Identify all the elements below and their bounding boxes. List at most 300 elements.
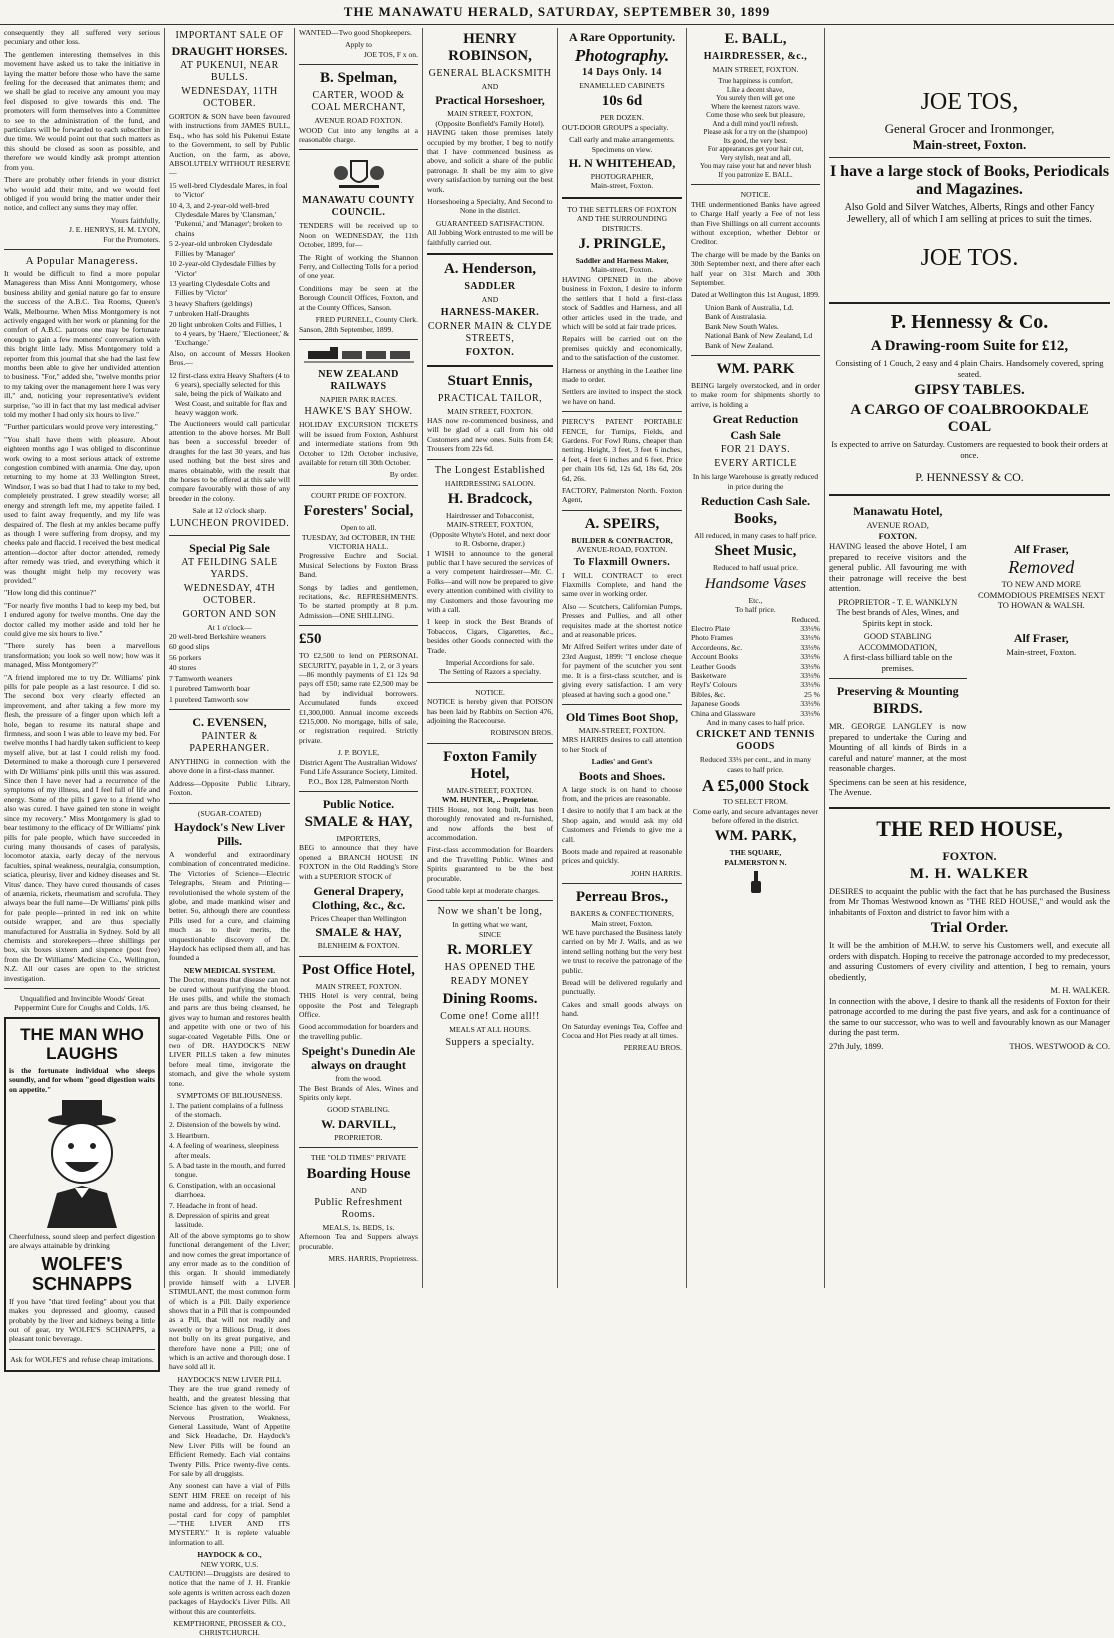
- hennessy-title-2: P. HENNESSY & CO.: [915, 470, 1024, 484]
- list-item: 5 2-year-old unbroken Clydesdale Fillies by 'Manager': [169, 239, 273, 258]
- table-cell: 33⅓%: [800, 661, 820, 671]
- races: NAPIER PARK RACES.: [319, 394, 398, 404]
- haydock-paragraph: Any soonest can have a vial of Pills SENT HIM FREE on receipt of his name and address, for a trial. Send a postal card for copy of pamphlet —"THE LIVER AND ITS MYSTERY." It is replete valuable information to all.: [169, 1481, 290, 1547]
- cargo: A CARGO OF COALBROOKDALE COAL: [850, 402, 1089, 435]
- perreau-paragraph: Bread will be delivered regularly and punctually.: [562, 978, 682, 997]
- ennis-sub: PRACTICAL TAILOR,: [437, 392, 543, 404]
- article-paragraph: "For nearly five months I had to keep my bed, but I endured agony for twelve months. One day the doctor called my mother aside and told her he could give me six hours to live.": [4, 600, 160, 638]
- also-line: Also, on account of Messrs Hooken Bros.—: [169, 348, 290, 368]
- letter-paragraph: There are probably other friends in your district who would add their mite, and we would feel obliged if you would bring the matter under their notice, and collect any sums they may offer.: [4, 175, 160, 213]
- speirs-paragraph: I WILL CONTRACT to erect Flaxmills Complete, and hand the same over in working order.: [562, 570, 682, 599]
- boots-paragraph: Boots made and repaired at reasonable prices and quickly.: [562, 846, 682, 866]
- list-item: National Bank of New Zealand, Ld: [705, 331, 813, 341]
- ennis-address: MAIN STREET, FOXTON.: [447, 406, 533, 416]
- hotel-paragraph: HAVING leased the above Hotel, I am prepared to receive visitors and the general public. All favouring me with their patronage will receive the best attention.: [829, 541, 967, 593]
- signers-role: For the Promoters.: [103, 234, 160, 244]
- council-title: MANAWATU COUNTY COUNCIL.: [302, 195, 415, 219]
- brands: The Best Brands of Ales, Wines and Spirits only kept.: [299, 1083, 418, 1102]
- ball-verse: [691, 77, 820, 179]
- meals-all-hours: MEALS AT ALL HOURS.: [449, 1025, 531, 1035]
- perreau-paragraph: WE have purchased the Business lately carried on by Mr J. Walls, and as we intend selling nothing but the very best we trust to receive the patronage of the public.: [562, 928, 682, 975]
- speirs-paragraph: Mr Alfred Seifert writes under date of 23rd August, 1899: "I enclose cheque for payment of the scutcher you sent me. It is a first-class scutcher, and is giving every satisfaction. I am very pleased at having such a good one.": [562, 642, 682, 699]
- saddler: SADDLER: [464, 281, 516, 293]
- verse-line: Please ask for a try on the (shampoo): [703, 128, 808, 137]
- letter-paragraph: The gentlemen interesting themselves in this movement have asked us to take the initiative in laying the matter before those who have the same feeling for the deceased that animates them; and we shall be glad to receive any amount you may feel disposed to give towards this end. The promoters will form themselves into a Committee to see to the administration of the fund, and particulars will be forwarded to each subscriber in due time. We would point out that such matters as this should be closed as soon as possible, and therefore we would kindly ask prompt attention from you.: [4, 49, 160, 172]
- table-cell: 33⅓%: [800, 642, 820, 652]
- tos-title: JOE TOS,: [920, 89, 1019, 115]
- hunter-paragraph: First-class accommodation for Boarders and the Travelling Public. Wines and Spirits guaranteed to be the best procurable.: [427, 845, 553, 883]
- notice-paragraph: The charge will be made by the Banks on 30th September next, and there after each half year on 31st March and 30th September.: [691, 249, 820, 288]
- manawatu-title: Manawatu Hotel,: [853, 504, 943, 518]
- pringle-paragraph: Settlers are invited to inspect the stock we have on hand.: [562, 387, 682, 406]
- evensen-address: Address—Opposite Public Library, Foxton.: [169, 778, 290, 798]
- and: AND: [350, 1185, 367, 1195]
- morley-title: R. MORLEY: [447, 942, 533, 959]
- bradcock-address: MAIN-STREET, FOXTON,: [446, 520, 534, 530]
- loan-signature: J. P. BOYLE,: [337, 748, 380, 758]
- table-row: [691, 633, 820, 642]
- sheet-music: Sheet Music,: [714, 543, 797, 560]
- oldtimes-address: MAIN-STREET, FOXTON.: [578, 725, 666, 735]
- column-6: [687, 28, 824, 1288]
- suppers: Suppers a specialty.: [445, 1036, 535, 1048]
- article-title: A Popular Manageress.: [25, 254, 139, 267]
- laughs-title: THE MAN WHO LAUGHS: [20, 1024, 144, 1063]
- reduced-head: Reduced.: [791, 614, 820, 624]
- table-cell: 33⅓%: [800, 699, 820, 709]
- foresters-paragraph: Songs by ladies and gentlemen, recitations, &c. REFRESHMENTS. To be started promptly at 8 p.m. Admission—ONE SHILLING.: [299, 582, 418, 620]
- table-cell: 33⅓%: [800, 671, 820, 680]
- sale-title: DRAUGHT HORSES.: [171, 44, 288, 58]
- table-cell: China and Glassware: [691, 708, 756, 718]
- list-item: 13 yearling Clydesdale Colts and Fillies by 'Victor': [169, 278, 270, 298]
- tos-sub: General Grocer and Ironmonger,: [884, 121, 1055, 136]
- pig-sale-title: Special Pig Sale: [189, 540, 270, 555]
- list-item: 8. Depression of spirits and great lassitude.: [169, 1210, 270, 1230]
- laughs-sub: is the fortunate individual who sleeps soundly, and for whom "good digestion waits on appetite.": [9, 1065, 155, 1094]
- boots-paragraph: A large stock is on hand to choose from, and the prices are reasonable.: [562, 784, 682, 803]
- column-2: [165, 28, 294, 1638]
- long2: In getting what we want,: [452, 920, 528, 930]
- walker-paragraph: It will be the ambition of M.H.W. to serve his Customers well, and execute all orders with dispatch. Hoping to receive the patronage accorded to my predecessor, and assuring Customers of every civility and attention, I beg to remain, yours obediently,: [829, 940, 1110, 982]
- article-paragraph: "A friend implored me to try Dr. Williams' pink pills for pale people as a last resource. I did so. The second box very clearly effected an improvement, and after taking a few more my flesh, the pressure of a finger upon which left a hole, began to resume its natural shape and firmness, and soon I was able to leave my bed. For twelve months I had hardly taken sufficient to keep myself alive, but at last I could relish my food. Determined to make a thorough cure I persevered with Dr Williams' pink pills until this was assured. Since then I have never had a recurrence of the symptoms of my illness, and I feel full of life and energy. Some of the pills I gave to a friend who also was cured. I have gained ten stone in weight since my recovery." Miss Montgomery is glad to bear testimony to the efficacy of Dr Williams' pink pills for pale people, which have succeeded in curing many thousands of cases of paralysis, locomotor ataxia, early decay of the nervous faculties, spinal weakness, neuralgia, consumption, sciatica, pleurisy, liver and kidney diseases and St. Vitus' dance. They have cured thousands of cases of anæmia, rickets, rheumatism and scrofula. They always bear the full name—Dr Williams' pink pills for pale people—printed in red ink on white outside wrapper, and are thus specially manufactured for Australia in Sydney. Sold by all chemists and storekeepers—three shillings per box, six boxes sixteen and sixpence (post free) from the Dr Williams' Medicine Co., Wellington, N.Z. All our cases are open to the strictest investigation.: [4, 672, 160, 983]
- harris-paragraph: MRS HARRIS desires to call attention to her Stock of: [562, 735, 682, 754]
- boots-paragraph: I desire to notify that I am back at the Shop again, and would ask my old Customers and Friends to give me a call.: [562, 806, 682, 844]
- morley-sub: HAS OPENED THE: [444, 962, 536, 974]
- article-paragraph: It would be difficult to find a more popular Manageress than Miss Anni Montgomery, whose business ability and genial nature go far to ensure the success of the A.B.C. Tea Rooms, Queen's Walk, Melbourne. When Miss Montgomery is not actively engaged with her work or planning for the comfort of A.B.C. patrons one may be fortunate enough to gain a few moments' conversation with this bright little lady. Miss Montgomery told a reporter from this journal that she had the last few months been able to give her undivided attention to business. "For," added she, "twelve months prior to my taking over the management here I was very ill," and, noticing your representative's evident surprise, "so ill in fact that my last medical adviser told my mother I had only six hours to live.": [4, 268, 160, 420]
- list-item: 10 4, 3, and 2-year-old well-bred Clydesdale Mares by 'Clansman,' 'Pukenui,' and 'Manager'; broken to chains: [169, 200, 282, 238]
- table-cell: Reyl's' Colours: [691, 680, 737, 690]
- caution: CAUTION!—Druggists are desired to notice that the name of J. H. Frankie sole agents is written across each dozen packages of Haydock's Liver Pills. All without this are counterfeits.: [169, 1569, 290, 1616]
- ennis-paragraph: HAS now re-commenced business, and will be glad of a call from his old Customers and new ones. Suits from £4; Trousers from 22s 6d.: [427, 415, 553, 454]
- palmerston: PALMERSTON N.: [724, 857, 787, 867]
- two-col-ads: [829, 502, 1110, 801]
- notice-paragraph: NOTICE is hereby given that POISON has been laid by Rabbits on Section 476, adjoining the Racecourse.: [427, 697, 553, 726]
- sale-head: IMPORTANT SALE OF: [175, 30, 284, 41]
- foresters-title: Foresters' Social,: [303, 503, 414, 520]
- pringle-title: J. PRINGLE,: [578, 236, 666, 253]
- column-7: [825, 28, 1114, 1288]
- blenheim: BLENHEIM & FOXTON.: [317, 941, 400, 951]
- table-cell: 33⅓%: [800, 623, 820, 633]
- council-paragraph: The Right of working the Shannon Ferry, and Collecting Tolls for a period of one year.: [299, 252, 418, 281]
- tos-address: Main-street, Foxton.: [912, 137, 1027, 152]
- birds: BIRDS.: [872, 701, 923, 717]
- council-date: Sanson, 28th September, 1899.: [299, 324, 394, 334]
- red-house-address: FOXTON.: [942, 848, 997, 863]
- bradcock-opposite: (Opposite Whyte's Hotel, and next door to R. Osborne, draper.): [429, 529, 551, 549]
- proprietor: PROPRIETOR - T. E. WANKLYN: [838, 596, 958, 607]
- call-early: Call early and make arrangements.: [569, 135, 675, 145]
- manawatu-hotel-ad: [829, 502, 967, 801]
- verse-line: If you patronize E. BALL.: [718, 170, 793, 179]
- verse-line: For appearances get your hair cut,: [707, 145, 804, 154]
- robinson-sub: GENERAL BLACKSMITH: [428, 68, 552, 79]
- perreau-address: Main street, Foxton.: [591, 918, 653, 928]
- table-cell: 33⅓%: [800, 708, 820, 718]
- table-cell: Japanese Goods: [691, 699, 740, 709]
- by-order: By order.: [389, 470, 418, 480]
- gipsy: GIPSY TABLES.: [914, 382, 1025, 398]
- photography: Photography.: [574, 46, 670, 65]
- cricket-paragraph: Reduced 33⅓ per cent., and in many cases to half price.: [699, 755, 812, 774]
- john-harris: JOHN HARRIS.: [630, 868, 682, 878]
- article-paragraph: "There surely has been a marvellous transformation; you look so well now; how was it managed, Miss Montgomery?": [4, 641, 160, 670]
- loan-paragraph: TO £2,500 to lend on PERSONAL SECURITY, payable in 1, 2, or 3 years—86 monthly payments of £1 12s 9d pays off £50; same rate £2,500 may be had by individual borrowers. Accumulated funds exceed £1,300,000. Annual income exceeds £215,000. No mortgage, bills of sale, or registration required. Strictly private.: [299, 651, 418, 745]
- article-paragraph: "Further particulars would prove very interesting.": [4, 422, 158, 432]
- spelman-paragraph: WOOD Cut into any lengths at a reasonable charge.: [299, 125, 418, 145]
- boots-and-shoes: Boots and Shoes.: [578, 768, 666, 783]
- hairdressing: HAIRDRESSING SALOON.: [444, 478, 536, 488]
- brands: The best brands of Ales, Wines, and Spirits kept in stock.: [836, 607, 959, 628]
- old-times-boot-shop: Old Times Boot Shop,: [565, 709, 679, 724]
- every-article: EVERY ARTICLE: [714, 458, 797, 470]
- pointing-hand-icon: [691, 871, 820, 895]
- walker-signature: M. H. WALKER.: [1050, 985, 1110, 995]
- court-title: COURT PRIDE OF FOXTON.: [310, 490, 407, 500]
- list-item: 20 well-bred Berkshire weaners: [169, 632, 266, 642]
- robinson-and: AND: [481, 82, 499, 91]
- pringle-paragraph: Harness or anything in the Leather line made to order.: [562, 365, 682, 384]
- table-cell: Accordeons, &c.: [691, 642, 743, 652]
- handsome-vases: Handsome Vases: [704, 575, 807, 592]
- meals-beds: MEALS, 1s. BEDS, 1s.: [322, 1223, 395, 1233]
- bradcock-sub: Hairdresser and Tobacconist,: [445, 510, 535, 520]
- list-item: 20 light unbroken Colts and Fillies, 1 to 4 years, by 'Haere,' 'Electioneer,' & 'Exchange.': [169, 319, 290, 348]
- accordions: Imperial Accordions for sale.: [445, 658, 535, 668]
- birds-paragraph: Specimens can be seen at his residence, The Avenue.: [829, 776, 967, 797]
- harness: HARNESS-MAKER.: [440, 306, 540, 318]
- whitehead-address: Main-street, Foxton.: [590, 181, 654, 191]
- list-item: Bank of New Zealand.: [705, 340, 774, 350]
- list-item: Union Bank of Australia, Ld.: [705, 302, 794, 312]
- pig-place: AT FEILDING SALE YARDS.: [181, 556, 278, 580]
- removed-paragraph: TO NEW AND MORE COMMODIOUS PREMISES NEXT TO HOWAN & WALSH.: [977, 579, 1105, 610]
- henderson-address: CORNER MAIN & CLYDE STREETS,: [427, 320, 553, 344]
- laughing-man-illustration: [9, 1098, 155, 1228]
- drapery: General Drapery, Clothing, &c., &c.: [311, 883, 406, 912]
- whitehead: H. N WHITEHEAD,: [568, 156, 676, 171]
- masthead: THE MANAWATU HERALD, SATURDAY, SEPTEMBER 30, 1899: [0, 0, 1114, 25]
- woods-notice: Unqualified and Invincible Woods' Great Peppermint Cure for Coughs and Colds, 1/6.: [14, 994, 150, 1013]
- haydock-new: NEW MEDICAL SYSTEM.: [183, 965, 276, 975]
- list-item: 56 porkers: [169, 652, 202, 662]
- table-cell: Basketware: [691, 671, 727, 680]
- perreau-sub: BAKERS & CONFECTIONERS,: [570, 909, 674, 919]
- verse-line: Its good, the very best.: [723, 136, 788, 145]
- harris: MRS. HARRIS, Proprietress.: [328, 1254, 418, 1264]
- list-item: Bank New South Wales.: [705, 321, 779, 331]
- bradcock-title: H. Bradcock,: [447, 490, 533, 507]
- verse-line: You surely then will get one: [716, 94, 795, 103]
- apply: Apply to: [345, 40, 372, 50]
- billiard: A first-class billiard table on the premises.: [843, 652, 953, 673]
- cabinets: ENAMELLED CABINETS: [579, 81, 665, 90]
- verse-line: Very stylish, neat and all,: [720, 153, 791, 162]
- smale-title-2: SMALE & HAY,: [315, 925, 402, 940]
- evensen-paragraph: ANYTHING in connection with the above done in a first-class manner.: [169, 756, 290, 776]
- westwood-paragraph: In connection with the above, I desire to thank all the residents of Foxton for their patronage accorded to me during the past five years, and ask for a continuance of the same to our successor, who was to well and favourably known as our Manager during the past term.: [829, 995, 1110, 1037]
- horseshoer: Practical Horseshoer,: [435, 93, 545, 108]
- spelman-address: AVENUE ROAD FOXTON.: [314, 116, 403, 126]
- laughs-body: Cheerfulness, sound sleep and perfect digestion are always attainable by drinking: [9, 1232, 155, 1251]
- suite-paragraph: Consisting of 1 Couch, 2 easy and 4 plain Chairs. Handsomely covered, spring seated.: [835, 358, 1104, 379]
- table-cell: Photo Frames: [691, 633, 733, 643]
- laughs-tail: If you have "that tired feeling" about you that makes you depressed and gloomy, caused probably by the liver and kidneys being a little out of gear, try WOLFE'S SCHNAPPS, a pleasant tonic beverage.: [9, 1296, 155, 1344]
- long: Now we shan't be long,: [437, 906, 543, 918]
- days-only: 14 Days Only. 14: [582, 67, 662, 78]
- verse-line: Come those who seek but pleasure,: [706, 111, 805, 120]
- list-item: 10 2-year-old Clydesdale Fillies by 'Victor': [169, 259, 276, 278]
- westwood-footer: [829, 1041, 1110, 1052]
- pig-firm: GORTON AND SON: [182, 608, 277, 620]
- table-row: [691, 671, 820, 680]
- spelman-sub: CARTER, WOOD & COAL MERCHANT,: [311, 90, 406, 114]
- bradcock-paragraph: I keep in stock the Best Brands of Tobaccos, Cigars, Cigarettes, &c., besides other Goods connected with the Trade.: [427, 617, 553, 655]
- railways-title: NEW ZEALAND RAILWAYS: [318, 368, 399, 392]
- park-paragraph: BEING largely overstocked, and in order to make room for shipments shortly to arrive, is holding a: [691, 380, 820, 409]
- post-paragraph: THIS Hotel is very central, being opposite the Post and Telegraph Office.: [299, 991, 418, 1019]
- trial-order: Trial Order.: [930, 920, 1009, 936]
- robinson-paragraph: HAVING taken those premises lately occupied by my brother, I beg to notify that I have commenced business as above, and solicit a share of the public patronage. It shall be my aim to give every satisfaction by turning out the best work.: [427, 128, 553, 194]
- loan-amount: £50: [299, 631, 322, 648]
- hennessy-title: P. Hennessy & Co.: [890, 311, 1049, 333]
- park-title-2: WM. PARK,: [714, 828, 797, 845]
- factory: FACTORY, Palmerston North. Foxton Agent,: [562, 486, 682, 505]
- longest: The Longest Established: [434, 464, 546, 476]
- hunter-paragraph: Good table kept at moderate charges.: [427, 885, 540, 895]
- speirs-paragraph: Also — Scutchers, Californian Pumps, Presses and Pullies, and all other requisites made at the shortest notice and at reasonable prices.: [562, 601, 682, 640]
- ennis-title: Stuart Ennis,: [447, 372, 533, 389]
- haydock-paragraph: All of the above symptoms go to show functional derangement of the Liver; and now comes the great importance of any error made as to the condition of this organ. It should immediately provide himself with a LIVER STIMULANT, the most common form of which is a Pill. Daily experience shows that in a Pill that is compounded as a Pill, that will not readily and sweetly or by a Bilious Drug, it does not bully on its great purgative, and therefore have none a Pill; one of which is an active and thorough dose. I have sold all it.: [169, 1230, 290, 1372]
- horse-list: [169, 181, 290, 348]
- table-cell: Electro Plate: [691, 623, 731, 633]
- morley-sub2: READY MONEY: [450, 976, 530, 988]
- list-item: Bank of Australasia.: [705, 312, 767, 322]
- books-paragraph: All reduced, in many cases to half price.: [694, 530, 817, 540]
- cricket: CRICKET AND TENNIS GOODS: [696, 729, 815, 753]
- speight-wood: from the wood.: [335, 1074, 382, 1084]
- sale-date: WEDNESDAY, 11TH OCTOBER.: [181, 86, 278, 109]
- pig-time: At 1 o'clock—: [207, 622, 252, 632]
- every-paragraph: In his large Warehouse is greatly reduced in price during the: [692, 472, 819, 491]
- list-item: 15 well-bred Clydesdale Mares, in foal to 'Victor': [169, 180, 288, 200]
- list-item: 1. The patient complains of a fullness of the stomach.: [169, 1100, 283, 1119]
- haydock-new2: HAYDOCK'S NEW LIVER PILL: [177, 1374, 282, 1384]
- old-times: THE "OLD TIMES" PRIVATE: [310, 1153, 407, 1163]
- stabling: GOOD STABLING ACCOMMODATION,: [858, 631, 938, 652]
- prices: Prices Cheaper than Wellington: [310, 913, 407, 923]
- smale-paragraph: BEG to announce that they have opened a BRANCH HOUSE IN FOXTON in the Old Rødding's Store with a SUPERIOR STOCK of: [299, 843, 418, 881]
- council-paragraph: Conditions may be seen at the Borough Council Offices, Foxton, and at the County Offices, Sanson.: [299, 283, 418, 312]
- post-office-hotel: Post Office Hotel,: [302, 961, 415, 978]
- table-row: [691, 643, 820, 652]
- wolfe-ad: [4, 1017, 160, 1372]
- proprietor: PROPRIETOR.: [334, 1132, 383, 1142]
- family-hotel: Foxton Family Hotel,: [443, 748, 537, 782]
- speirs-address: AVENUE-ROAD, FOXTON.: [576, 545, 668, 555]
- notice-title: NOTICE.: [475, 687, 505, 697]
- westwood-date: 27th July, 1899.: [829, 1040, 884, 1051]
- avenue: AVENUE ROAD,: [866, 520, 929, 530]
- list-item: 7. Headache in front of head.: [169, 1200, 258, 1210]
- walker-title: M. H. WALKER: [909, 865, 1030, 882]
- ladies-gents: Ladies' and Gent's: [591, 757, 653, 767]
- razors: The Setting of Razors a specialty.: [439, 667, 541, 677]
- half-price: To half price.: [735, 605, 776, 615]
- for-21-days: FOR 21 DAYS.: [720, 444, 791, 456]
- come-early: Come early, and secure advantages never before offered in the district.: [692, 806, 819, 826]
- ball-address: MAIN STREET, FOXTON.: [712, 65, 799, 74]
- come-one: Come one! Come all!!: [440, 1011, 540, 1023]
- table-cell: Bibles, &c.: [691, 689, 726, 699]
- haydock-paragraph: A wonderful and extraordinary combination of concentrated medicine. The Victories of Science—Electric Telegraphs, Steam and Printing—revolutionised the whole system of the globe, and made mankind wiser and better. So, although there are countless Pills used for a cure, and claiming much as to their merits, the unquestionable discovery of Dr. Haydock has eclipsed them all, and has founded a: [169, 849, 290, 963]
- list-item: 1 purebred Tamworth sow: [169, 694, 249, 704]
- per-dozen: PER DOZEN.: [600, 113, 644, 123]
- pringle-sub: Saddler and Harness Maker,: [575, 256, 669, 266]
- signoff: Yours faithfully,: [110, 215, 160, 225]
- sale-time: Sale at 12 o'clock sharp.: [192, 506, 267, 516]
- birds-paragraph: MR. GEORGE LANGLEY is now prepared to undertake the Curing and Mounting of all kinds of Birds in a careful and nature' manner, at the most reasonable charges.: [829, 721, 967, 773]
- dining-rooms: Dining Rooms.: [442, 991, 538, 1008]
- table-tail: And in many cases to half price.: [706, 718, 805, 728]
- table-cell: Account Books: [691, 652, 739, 662]
- verse-line: And a dull mind you'll refresh.: [712, 119, 799, 128]
- horseshoeing: Horseshoeing a Specialty, And Second to None in the district.: [427, 197, 553, 216]
- train-icon: [299, 345, 418, 365]
- foxton: FOXTON.: [465, 346, 515, 358]
- sale-place: AT PUKENUI, NEAR BULLS.: [180, 60, 279, 83]
- evensen-sub: PAINTER & PAPERHANGER.: [189, 730, 270, 754]
- table-cell: Leather Goods: [691, 661, 736, 671]
- list-item: 6. Constipation, with an occasional diarrhoea.: [169, 1180, 276, 1200]
- verse-line: True happiness is comfort,: [718, 77, 793, 86]
- hunter: WM. HUNTER, .. Proprietor.: [441, 795, 539, 805]
- railways-paragraph: HOLIDAY EXCURSION TICKETS will be issued from Foxton, Ashhurst and intermediate stations from 9th October to 12th October inclusive, available for return till 30th October.: [299, 420, 418, 467]
- verse-line: Where the keenest razors wave.: [711, 102, 800, 111]
- perreau-paragraph: On Saturday evenings Tea, Coffee and Cocoa and Hot Pies ready at all times.: [562, 1021, 682, 1041]
- stabling: GOOD STABLING.: [327, 1105, 390, 1115]
- apply-name: JOE TOS, F x on.: [363, 49, 418, 59]
- tos-watches: Also Gold and Silver Watches, Alberts, Rings and other Fancy Jewellery, all of which I am selling at prices to suit the times.: [844, 202, 1095, 225]
- tos-books: I have a large stock of Books, Periodicals and Magazines.: [829, 163, 1110, 198]
- pig-date: WEDNESDAY, 4TH OCTOBER.: [183, 582, 276, 606]
- books: Books,: [734, 510, 777, 527]
- outdoor-groups: OUT-DOOR GROUPS a specialty.: [562, 122, 669, 132]
- haydock-title: Haydock's New Liver Pills.: [174, 819, 285, 848]
- photographer: PHOTOGRAPHER,: [590, 172, 654, 182]
- boarding-house: Boarding House: [306, 1165, 411, 1182]
- show: HAWKE'S BAY SHOW.: [304, 406, 413, 418]
- table-row: [691, 699, 820, 708]
- robinson-opposite: (Opposite Bonfield's Family Hotel).: [435, 118, 545, 128]
- speirs-title: A. SPEIRS,: [584, 515, 660, 532]
- ask-for-wolfe: Ask for WOLFE'S and refuse cheap imitations.: [10, 1354, 154, 1364]
- reduction-table: [691, 624, 820, 718]
- speirs-sub: BUILDER & CONTRACTOR,: [571, 535, 673, 545]
- darvill: W. DARVILL,: [321, 1116, 396, 1131]
- wanted: WANTED—Two good Shopkeepers.: [299, 28, 412, 37]
- verse-line: Like a decent shave,: [726, 85, 785, 94]
- list-item: 3. Heartburn.: [169, 1130, 210, 1140]
- pringle-address: Main-street, Foxton.: [590, 265, 654, 275]
- perreau-title: Perreau Bros.,: [575, 889, 669, 906]
- column-5: [558, 28, 686, 1288]
- column-4: [423, 28, 557, 1288]
- council-signature: FRED PURNELL, County Clerk.: [315, 315, 418, 325]
- article-paragraph: "You shall have them with pleasure. About eighteen months ago I was obliged to discontinue work owing to a most serious attack of extreme congestion combined with anæmia. One day, upon returning to my home at 33 Wellington Street, Windsor, I was so bad that I had to take to my bed, completely prostrated. I grew steadily worse; all energy and strength left me, my appetite failed. I used to faint away frequently, and my life was despaired of. The flesh at my ankles became puffy as though I were suffering from dropsy, and my cheeks pale and flaccid. I received the best medical attention—doctor after doctor attended, remedy after remedy was tried, and everything which it was thought might help my recovery was provided.": [4, 434, 160, 585]
- table-row: [691, 709, 820, 718]
- piercy-paragraph: PIERCY'S PATENT PORTABLE FENCE, for Turnips, Fields, and Gardens. For Fowl Runs, cheaper than netting. Height, 3 feet, 3 feet 6 inches, 4 feet, 4 feet 6 inches and 6 feet. Price per chain 10s 6d, 12s 6d, 18s 6d, 20s 6d, 26s.: [562, 417, 682, 483]
- flaxmill: To Flaxmill Owners.: [573, 556, 671, 568]
- sale-paragraph: GORTON & SON have been favoured with instructions from JAMES BULL, Esq., who has sold his Pukenui Estate to the Government, to sell by Public Auction, on the farm, as above, ABSOLUTELY WITHOUT RESERVE—: [169, 112, 290, 178]
- notice-date: Dated at Wellington this 1st August, 1899.: [691, 290, 820, 300]
- coat-of-arms-icon: [299, 155, 418, 191]
- pringle-paragraph: HAVING OPENED in the above business in Foxton, I desire to inform the settlers that I hold a first-class stock of Saddles and Harness, and all other articles used in the trade, and which will be sold at fair trade prices.: [562, 274, 682, 331]
- haydock-pre: (SUGAR-COATED): [197, 808, 262, 818]
- column-1: [0, 28, 164, 1364]
- christchurch: CHRISTCHURCH.: [199, 1628, 260, 1638]
- notice-title: NOTICE.: [740, 190, 771, 200]
- list-item: 40 stores: [169, 663, 197, 673]
- symptoms-title: SYMPTOMS OF BILIOUSNESS.: [176, 1091, 283, 1101]
- table-cell: 33⅓%: [800, 652, 820, 662]
- refreshment-rooms: Public Refreshment Rooms.: [314, 1197, 403, 1221]
- pringle-paragraph: Repairs will be carried out on the premises quickly and economically, and to the satisfaction of the customer.: [562, 334, 682, 363]
- bradcock-paragraph: I WISH to announce to the general public that I have secured the services of a very competent hairdresser—Mr. C. Folks—and will now be prepared to give every attention combined with civility to my Customers and those favouring me with a call.: [427, 548, 553, 614]
- haydock-co: HAYDOCK & CO.,: [197, 1550, 262, 1560]
- park-title: WM. PARK: [716, 360, 795, 377]
- list-item: 12 first-class extra Heavy Shafters (4 to 6 years), specially selected for this sale, being the pick of Waikato and West Coast, and suitable for flax and heavy waggon work.: [169, 370, 290, 418]
- foresters-date: TUESDAY, 3rd OCTOBER, IN THE VICTORIA HALL.: [301, 532, 416, 551]
- table-row: [691, 652, 820, 661]
- removed: Removed: [1008, 557, 1075, 577]
- table-row: [691, 662, 820, 671]
- preserving: Preserving & Mounting: [836, 684, 959, 698]
- speight-ale: Speight's Dunedin Ale always on draught: [301, 1044, 416, 1073]
- select: TO SELECT FROM.: [723, 797, 788, 807]
- loan-box: P.O., Box 128, Palmerston North: [308, 776, 409, 786]
- guaranteed: GUARANTEED SATISFACTION.: [435, 218, 545, 228]
- since: SINCE: [479, 929, 501, 939]
- kempthorne: KEMPTHORNE, PROSSER & CO.,: [173, 1619, 286, 1629]
- robinson-title: HENRY ROBINSON,: [448, 31, 532, 64]
- table-row: [691, 690, 820, 699]
- walker-paragraph: DESIRES to acquaint the public with the fact that he has purchased the Business from Mr Thomas Westwood known as "THE RED HOUSE," and would ask the inhabitants of Foxton and district to favor him with a: [829, 885, 1110, 917]
- article-paragraph: "How long did this continue?": [4, 588, 97, 598]
- wolfe-brand: WOLFE'S SCHNAPPS: [31, 1253, 133, 1294]
- list-item: 7 Tamworth weaners: [169, 673, 233, 683]
